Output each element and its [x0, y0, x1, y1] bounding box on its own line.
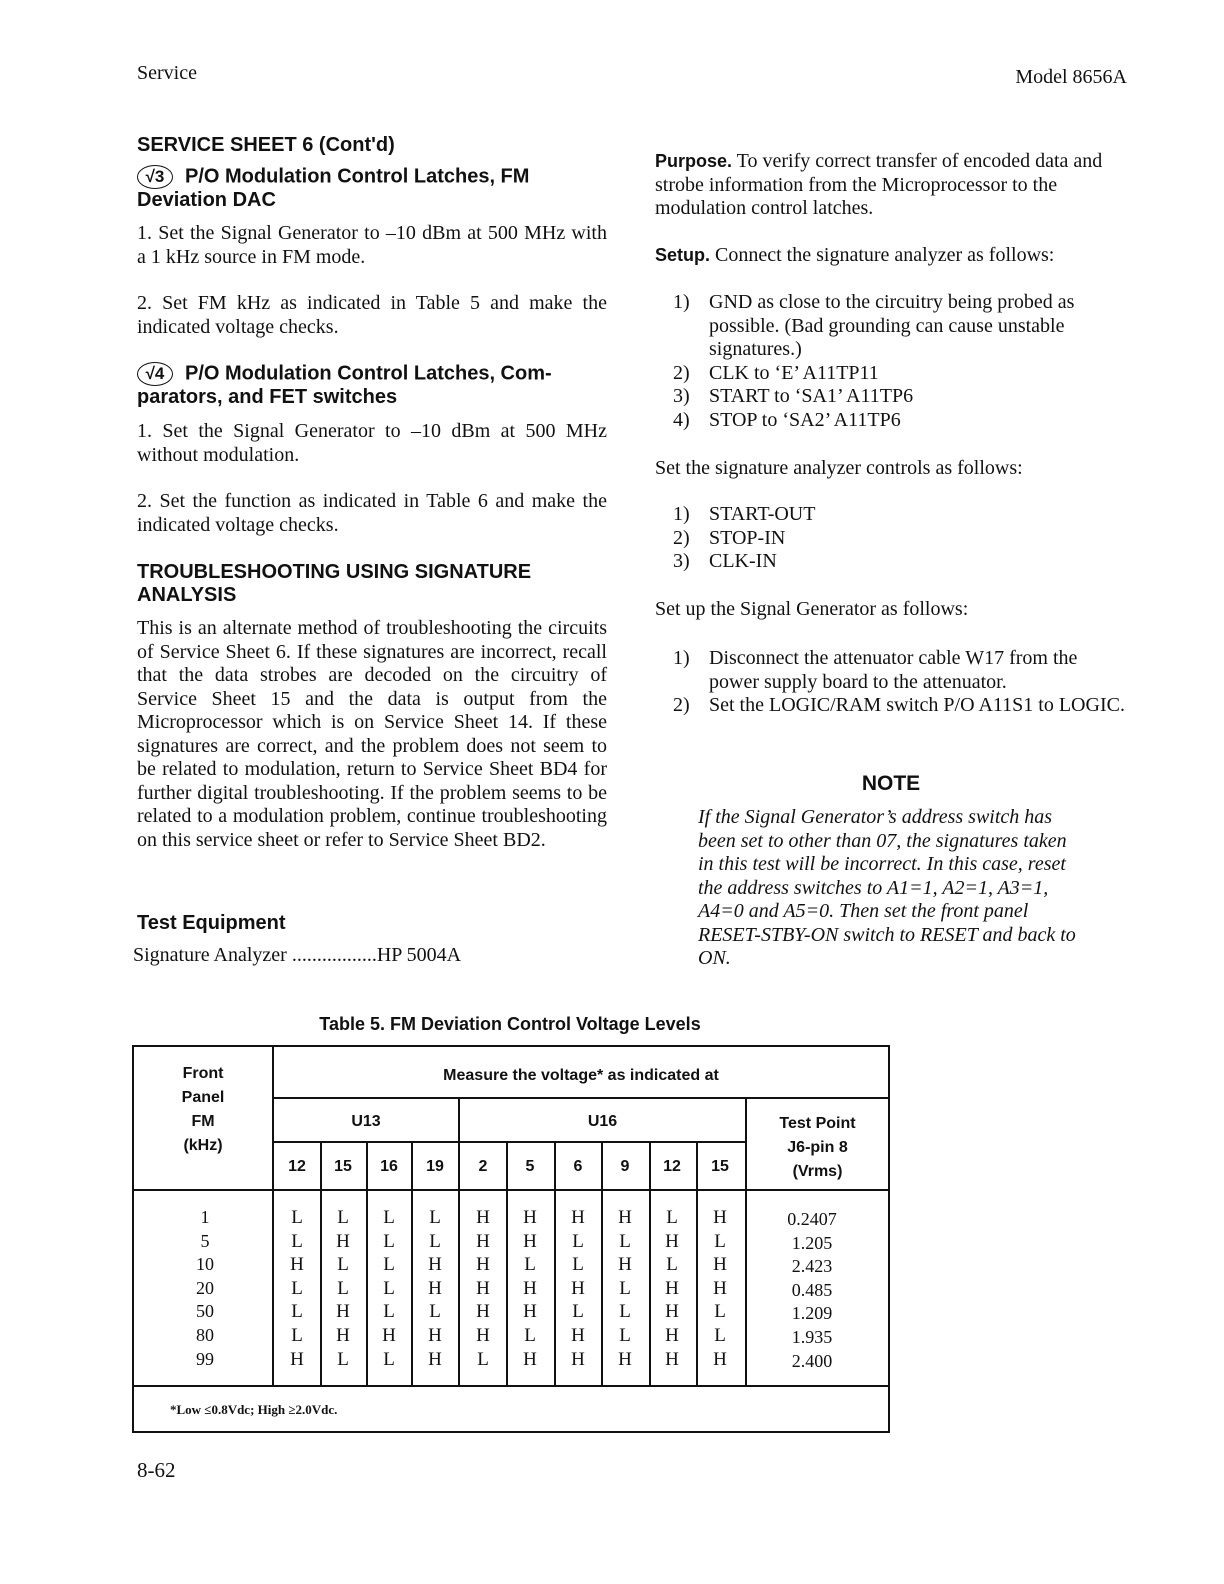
logic-cell: H [476, 1301, 490, 1323]
logic-cell: L [524, 1254, 536, 1276]
logic-cell: L [714, 1325, 726, 1346]
logic-cell: H [523, 1230, 537, 1252]
logic-cell: L [666, 1254, 678, 1276]
logic-cell: H [523, 1207, 537, 1228]
logic-cell: H [523, 1348, 537, 1370]
test-point-header [747, 1112, 888, 1184]
table-right-border [888, 1045, 890, 1433]
pin-header: 16 [380, 1158, 398, 1175]
logic-cell: H [665, 1348, 679, 1370]
list-item [673, 503, 1128, 527]
list-item [673, 362, 1128, 386]
logic-cell: L [383, 1277, 395, 1299]
list-item [673, 647, 1128, 694]
troubleshooting-title-line2: ANALYSIS [137, 584, 237, 606]
logic-cell: H [523, 1301, 537, 1323]
logic-cell: L [714, 1301, 726, 1323]
header-line: (kHz) [183, 1137, 223, 1154]
list-item [673, 550, 1128, 574]
list-number: 2) [673, 694, 690, 716]
logic-cell: L [429, 1301, 441, 1323]
setup-paragraph [655, 244, 1127, 268]
section-4-step1: 1. Set the Signal Generator to –10 dBm at 500 MHz without modulation. [137, 420, 607, 466]
logic-cell: H [290, 1254, 304, 1276]
controls-list [673, 503, 1128, 574]
logic-cell: L [666, 1207, 678, 1228]
logic-cell: H [476, 1230, 490, 1252]
pin-header: 15 [334, 1158, 352, 1175]
section-3-step2: 2. Set FM kHz as indicated in Table 5 and make the indicated voltage checks. [137, 292, 607, 338]
footer-rule [132, 1385, 890, 1387]
logic-cell: L [383, 1348, 395, 1370]
logic-cell: L [477, 1348, 489, 1370]
logic-cell: H [571, 1348, 585, 1370]
table-top-border [132, 1045, 890, 1047]
pin-header: 2 [478, 1158, 488, 1175]
list-item [673, 291, 1128, 362]
logic-cell: H [571, 1207, 585, 1228]
logic-cell: L [337, 1207, 349, 1228]
list-text: CLK-IN [709, 550, 777, 572]
logic-cell: L [291, 1301, 303, 1323]
list-text: Disconnect the attenuator cable W17 from the power supply board to the attenuator. [709, 647, 1078, 693]
setup-list [673, 291, 1128, 432]
test-point-cell: 1.209 [791, 1303, 833, 1324]
section-3-title-line2: Deviation DAC [137, 189, 276, 211]
table-left-border [132, 1045, 134, 1433]
section-4-title-line1: P/O Modulation Control Latches, Com- [185, 362, 552, 385]
list-text: GND as close to the circuitry being probed as possible. (Bad grounding can cause unstable signatures.) [709, 291, 1075, 360]
logic-cell: H [665, 1230, 679, 1252]
logic-cell: H [428, 1277, 442, 1299]
sheet-title: SERVICE SHEET 6 (Cont'd) [137, 134, 395, 156]
logic-cell: H [382, 1325, 396, 1346]
logic-cell: H [523, 1277, 537, 1299]
list-number: 4) [673, 408, 690, 431]
logic-cell: L [337, 1254, 349, 1276]
logic-cell: H [476, 1325, 490, 1346]
test-equipment-item [133, 944, 593, 968]
fm-cell: 1 [200, 1207, 210, 1227]
siggen-list [673, 647, 1128, 718]
measure-rule [272, 1097, 890, 1099]
logic-cell: H [618, 1207, 632, 1228]
troubleshooting-title [137, 561, 617, 607]
logic-cell: L [337, 1348, 349, 1370]
logic-cell: L [383, 1301, 395, 1323]
logic-cell: H [618, 1254, 632, 1276]
list-item [673, 409, 1128, 433]
purpose-label: Purpose. [655, 151, 733, 171]
logic-cell: L [291, 1277, 303, 1299]
troubleshooting-body: This is an alternate method of troubleshooting the circuits of Service Sheet 6. If these signatures are incorrect, recall that the data strobes are decoded on the circuitry of Service Sheet 15 and the data is output from the Microprocessor which is on Service Sheet 14. If these signatures are correct, and the problem does not seem to be related to modulation, return to Service Sheet BD4 for further digital troubleshooting. If the problem seems to be related to a modulation problem, continue troubleshooting on this service sheet or refer to Service Sheet BD2. [137, 617, 607, 851]
test-point-cell: 2.400 [791, 1350, 833, 1371]
fm-cell: 5 [200, 1230, 210, 1251]
logic-cell: L [572, 1230, 584, 1252]
fm-cell: 20 [196, 1277, 214, 1298]
list-text: STOP-IN [709, 526, 786, 549]
logic-cell: L [619, 1277, 631, 1299]
pin-header: 19 [426, 1158, 444, 1175]
logic-cell: L [619, 1301, 631, 1323]
siggen-paragraph: Set up the Signal Generator as follows: [655, 598, 969, 620]
logic-cell: L [572, 1301, 584, 1323]
list-text: Set the LOGIC/RAM switch P/O A11S1 to LOGIC. [709, 694, 1125, 716]
pin-header: 9 [620, 1158, 630, 1175]
setup-text: Connect the signature analyzer as follows: [715, 244, 1055, 266]
section-3-title-line1: P/O Modulation Control Latches, FM [185, 165, 530, 188]
leader-dots: ................. [291, 944, 377, 966]
header-line: Panel [181, 1089, 225, 1106]
logic-cell: H [665, 1277, 679, 1299]
pin-header: 12 [663, 1158, 681, 1175]
header-line: Front [182, 1065, 224, 1082]
header-section: Service [137, 62, 197, 84]
header-line: FM [191, 1113, 215, 1130]
note-body: If the Signal Generator’s address switch has been set to other than 07, the signatures taken in this test will be incorrect. In this case, reset the address switches to A1=1, A2=1, A3=1, A4=0 and A5=0. Then set the front panel RESET-STBY-ON switch to RESET and back to ON. [698, 806, 1076, 969]
section-4-step2: 2. Set the function as indicated in Table 6 and make the indicated voltage checks. [137, 490, 607, 536]
pins-rule [272, 1141, 746, 1143]
list-text: START-OUT [709, 503, 816, 525]
measure-header: Measure the voltage* as indicated at [443, 1067, 719, 1084]
logic-cell: H [713, 1277, 727, 1299]
logic-cell: H [476, 1254, 490, 1276]
list-number: 1) [673, 647, 690, 669]
test-point-cell: 1.935 [791, 1327, 833, 1347]
list-number: 2) [673, 361, 690, 384]
logic-cell: L [383, 1207, 395, 1228]
table-title: Table 5. FM Deviation Control Voltage Levels [319, 1014, 701, 1034]
u13-u16-divider [458, 1097, 460, 1385]
logic-cell: L [619, 1325, 631, 1346]
logic-cell: H [571, 1325, 585, 1346]
purpose-text: To verify correct transfer of encoded data and strobe information from the Microprocessor to the modulation control latches. [655, 150, 1103, 219]
fm-cell: 10 [196, 1254, 214, 1275]
section-3-step1: 1. Set the Signal Generator to –10 dBm at 500 MHz with a 1 kHz source in FM mode. [137, 222, 607, 268]
logic-cell: L [337, 1277, 349, 1299]
logic-cell: L [714, 1230, 726, 1252]
logic-cell: H [618, 1348, 632, 1370]
logic-cell: L [524, 1325, 536, 1346]
test-point-cell: 0.2407 [787, 1209, 837, 1229]
logic-cell: H [428, 1254, 442, 1276]
list-number: 2) [673, 526, 690, 549]
check-3-icon: √3 [137, 165, 173, 189]
pin-header: 12 [288, 1158, 306, 1175]
logic-cell: L [429, 1230, 441, 1252]
list-number: 1) [673, 291, 690, 313]
logic-cell: L [383, 1254, 395, 1276]
col0-divider [272, 1045, 274, 1385]
pin-header: 5 [525, 1158, 535, 1175]
fm-cell: 50 [196, 1301, 214, 1322]
note-title: NOTE [861, 772, 921, 795]
logic-cell: H [665, 1325, 679, 1346]
header-model: Model 8656A [1015, 66, 1127, 88]
page-number: 8-62 [137, 1458, 176, 1482]
logic-cell: L [572, 1254, 584, 1276]
logic-cell: H [476, 1277, 490, 1299]
logic-cell: L [291, 1207, 303, 1228]
logic-cell: H [571, 1277, 585, 1299]
fm-cell: 80 [196, 1325, 214, 1345]
logic-cell: L [619, 1230, 631, 1252]
troubleshooting-title-line1: TROUBLESHOOTING USING SIGNATURE [137, 561, 532, 583]
logic-cell: H [713, 1348, 727, 1370]
logic-cell: H [336, 1301, 350, 1323]
section-4-title [137, 362, 617, 409]
logic-cell: H [476, 1207, 490, 1228]
test-point-cell: 2.423 [791, 1256, 833, 1277]
logic-cell: L [429, 1207, 441, 1228]
logic-cell: H [336, 1325, 350, 1346]
section-3-title [137, 165, 617, 212]
logic-cell: L [383, 1230, 395, 1252]
list-number: 3) [673, 385, 690, 407]
logic-cell: L [291, 1325, 303, 1346]
header-rule [132, 1189, 890, 1191]
list-text: START to ‘SA1’ A11TP6 [709, 385, 914, 407]
list-text: STOP to ‘SA2’ A11TP6 [709, 408, 901, 431]
list-number: 1) [673, 503, 690, 525]
header-line: Test Point [779, 1115, 856, 1132]
purpose-paragraph [655, 150, 1127, 221]
logic-cell: H [665, 1301, 679, 1323]
logic-cell: H [336, 1230, 350, 1252]
test-equipment-title: Test Equipment [137, 912, 286, 934]
logic-cell: H [428, 1348, 442, 1370]
controls-paragraph: Set the signature analyzer controls as follows: [655, 457, 1023, 479]
list-number: 3) [673, 550, 690, 572]
front-panel-header [150, 1062, 256, 1158]
header-line: (Vrms) [792, 1163, 843, 1180]
check-4-icon: √4 [137, 362, 173, 386]
pin-header: 6 [573, 1158, 583, 1175]
logic-cell: H [713, 1254, 727, 1276]
logic-cell: H [290, 1348, 304, 1370]
list-text: CLK to ‘E’ A11TP11 [709, 361, 879, 384]
logic-cell: H [713, 1207, 727, 1228]
header-line: J6-pin 8 [787, 1139, 848, 1156]
table-bottom-border [132, 1431, 890, 1433]
test-point-cell: 0.485 [791, 1279, 833, 1300]
logic-cell: L [291, 1230, 303, 1252]
pin-header: 15 [711, 1158, 729, 1175]
list-item [673, 385, 1128, 409]
equipment-name: Signature Analyzer [133, 944, 287, 966]
list-item [673, 694, 1128, 718]
test-point-cell: 1.205 [791, 1232, 833, 1253]
table-footnote: *Low ≤0.8Vdc; High ≥2.0Vdc. [170, 1402, 338, 1417]
u13-header: U13 [351, 1113, 381, 1130]
equipment-model: HP 5004A [376, 944, 462, 966]
list-item [673, 527, 1128, 551]
u16-header: U16 [587, 1113, 618, 1130]
logic-cell: H [428, 1325, 442, 1346]
section-4-title-line2: parators, and FET switches [137, 386, 398, 408]
fm-cell: 99 [196, 1348, 214, 1369]
setup-label: Setup. [655, 245, 711, 265]
